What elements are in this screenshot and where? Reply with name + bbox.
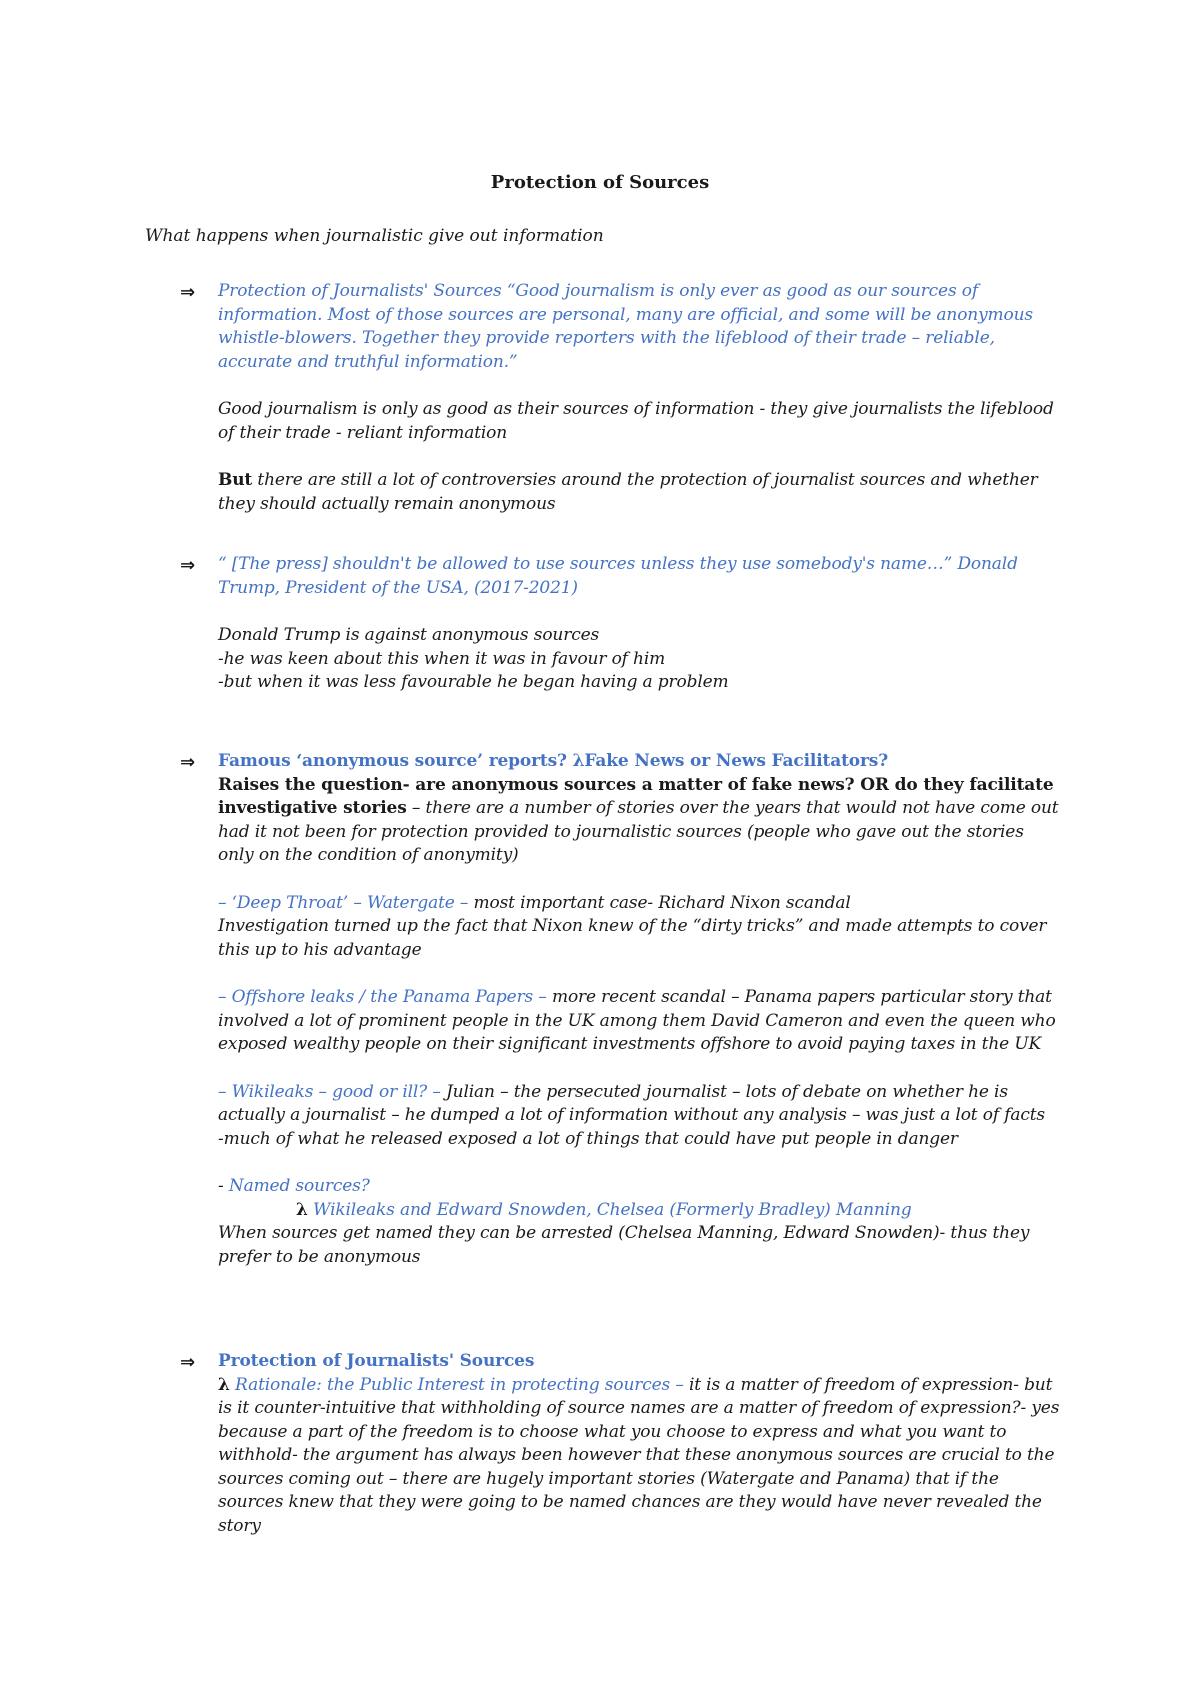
- arrow-icon: ⇒: [180, 1352, 196, 1373]
- s4-heading: Protection of Journalists' Sources: [218, 1351, 535, 1371]
- arrow-icon: ⇒: [180, 752, 196, 773]
- lambda-icon: λ: [572, 751, 585, 771]
- lambda-icon: λ: [296, 1199, 308, 1220]
- s3-wikileaks: [218, 1081, 1063, 1128]
- s3-named-label: Named sources?: [228, 1176, 370, 1196]
- s3-heading-b: Fake News or News Facilitators?: [584, 751, 889, 771]
- arrow-icon: ⇒: [180, 555, 196, 576]
- s4-rationale-rest: it is a matter of freedom of expression- but is it counter-intuitive that withholding of source names are a matter of freedom of expression?- yes because a part of the freedom is to choose what you choose to express and what you want to withhold- the argument has always been however that these anonymous sources are crucial to the sources coming out – there are hugely important stories (Watergate and Panama) that if the sources knew that they were going to be named chances are they would have never revealed the story: [218, 1374, 1060, 1536]
- s1-but-bold: But: [218, 470, 253, 490]
- s4-rationale: [218, 1374, 1063, 1539]
- s2-line-1: Donald Trump is against anonymous sources: [218, 625, 600, 645]
- s3-watergate-detail: Investigation turned up the fact that Nixon knew of the “dirty tricks” and made attempts to cover this up to his advantage: [218, 916, 1047, 960]
- s3-question-rest: – there are a number of stories over the years that would not have come out had it not been for protection provided to journalistic sources (people who gave out the stories only on the condition of anonymity): [218, 798, 1059, 865]
- s2-line-3: -but when it was less favourable he began having a problem: [218, 672, 729, 692]
- s3-named-dash: -: [218, 1176, 229, 1196]
- s3-panama: [218, 986, 1063, 1057]
- s1-but-rest: there are still a lot of controversies around the protection of journalist sources and whether they should actually remain anonymous: [218, 470, 1038, 514]
- s3-heading-a: Famous ‘anonymous source’ reports?: [218, 751, 573, 771]
- s1-note: Good journalism is only as good as their sources of information - they give journalists the lifeblood of their trade - reliant information: [218, 399, 1054, 443]
- s3-wikileaks-detail: -much of what he released exposed a lot of things that could have put people in danger: [218, 1128, 958, 1149]
- s3-question: [218, 774, 1063, 868]
- s2-quote: “ [The press] shouldn't be allowed to use sources unless they use somebody's name…” Donald Trump, President of the USA, (2017-2021): [218, 554, 1018, 598]
- section-3: [218, 750, 1063, 1269]
- s3-named-sub: [218, 1199, 1063, 1223]
- intro-line: What happens when journalistic give out information: [145, 226, 604, 246]
- s3-heading: [218, 750, 1063, 774]
- page-title: Protection of Sources: [490, 172, 710, 193]
- s3-panama-label: – Offshore leaks / the Panama Papers –: [218, 987, 552, 1007]
- s3-wikileaks-rest: Julian – the persecuted journalist – lots of debate on whether he is actually a journalist – he dumped a lot of information without any analysis – was just a lot of facts: [218, 1081, 1045, 1125]
- s3-panama-rest: more recent scandal – Panama papers particular story that involved a lot of prominent people in the UK among them David Cameron and even the queen who exposed wealthy people on their significant investments offshore to avoid paying taxes in the UK: [218, 987, 1056, 1054]
- arrow-icon: ⇒: [180, 282, 196, 303]
- s3-question-bold: Raises the question- are anonymous sources a matter of fake news? OR do they facilitate investigative stories: [218, 774, 1054, 818]
- s4-rationale-label: Rationale: the Public Interest in protecting sources –: [235, 1374, 689, 1395]
- s1-but: [218, 469, 1063, 516]
- s1-quote: Protection of Journalists' Sources “Good journalism is only ever as good as our sources of information. Most of those sources are personal, many are official, and some will be anonymous whistle-blowers. Together they provide reporters with the lifeblood of their trade – reliable, accurate and truthful information.”: [218, 281, 1033, 372]
- s3-watergate-label: – ‘Deep Throat’ – Watergate –: [218, 892, 474, 913]
- s2-line-2: -he was keen about this when it was in favour of him: [218, 648, 666, 669]
- s3-named-sub-text: Wikileaks and Edward Snowden, Chelsea (Formerly Bradley) Manning: [313, 1199, 912, 1220]
- lambda-icon: λ: [218, 1374, 230, 1395]
- s3-watergate-rest: most important case- Richard Nixon scandal: [473, 892, 851, 913]
- s3-named-detail: When sources get named they can be arrested (Chelsea Manning, Edward Snowden)- thus they prefer to be anonymous: [218, 1223, 1030, 1267]
- s3-named: [218, 1175, 1063, 1199]
- section-1: [218, 280, 1063, 516]
- section-4: [218, 1350, 1063, 1538]
- section-2: [218, 553, 1063, 695]
- s3-watergate: [218, 892, 1063, 916]
- s3-wikileaks-label: – Wikileaks – good or ill? –: [218, 1081, 447, 1102]
